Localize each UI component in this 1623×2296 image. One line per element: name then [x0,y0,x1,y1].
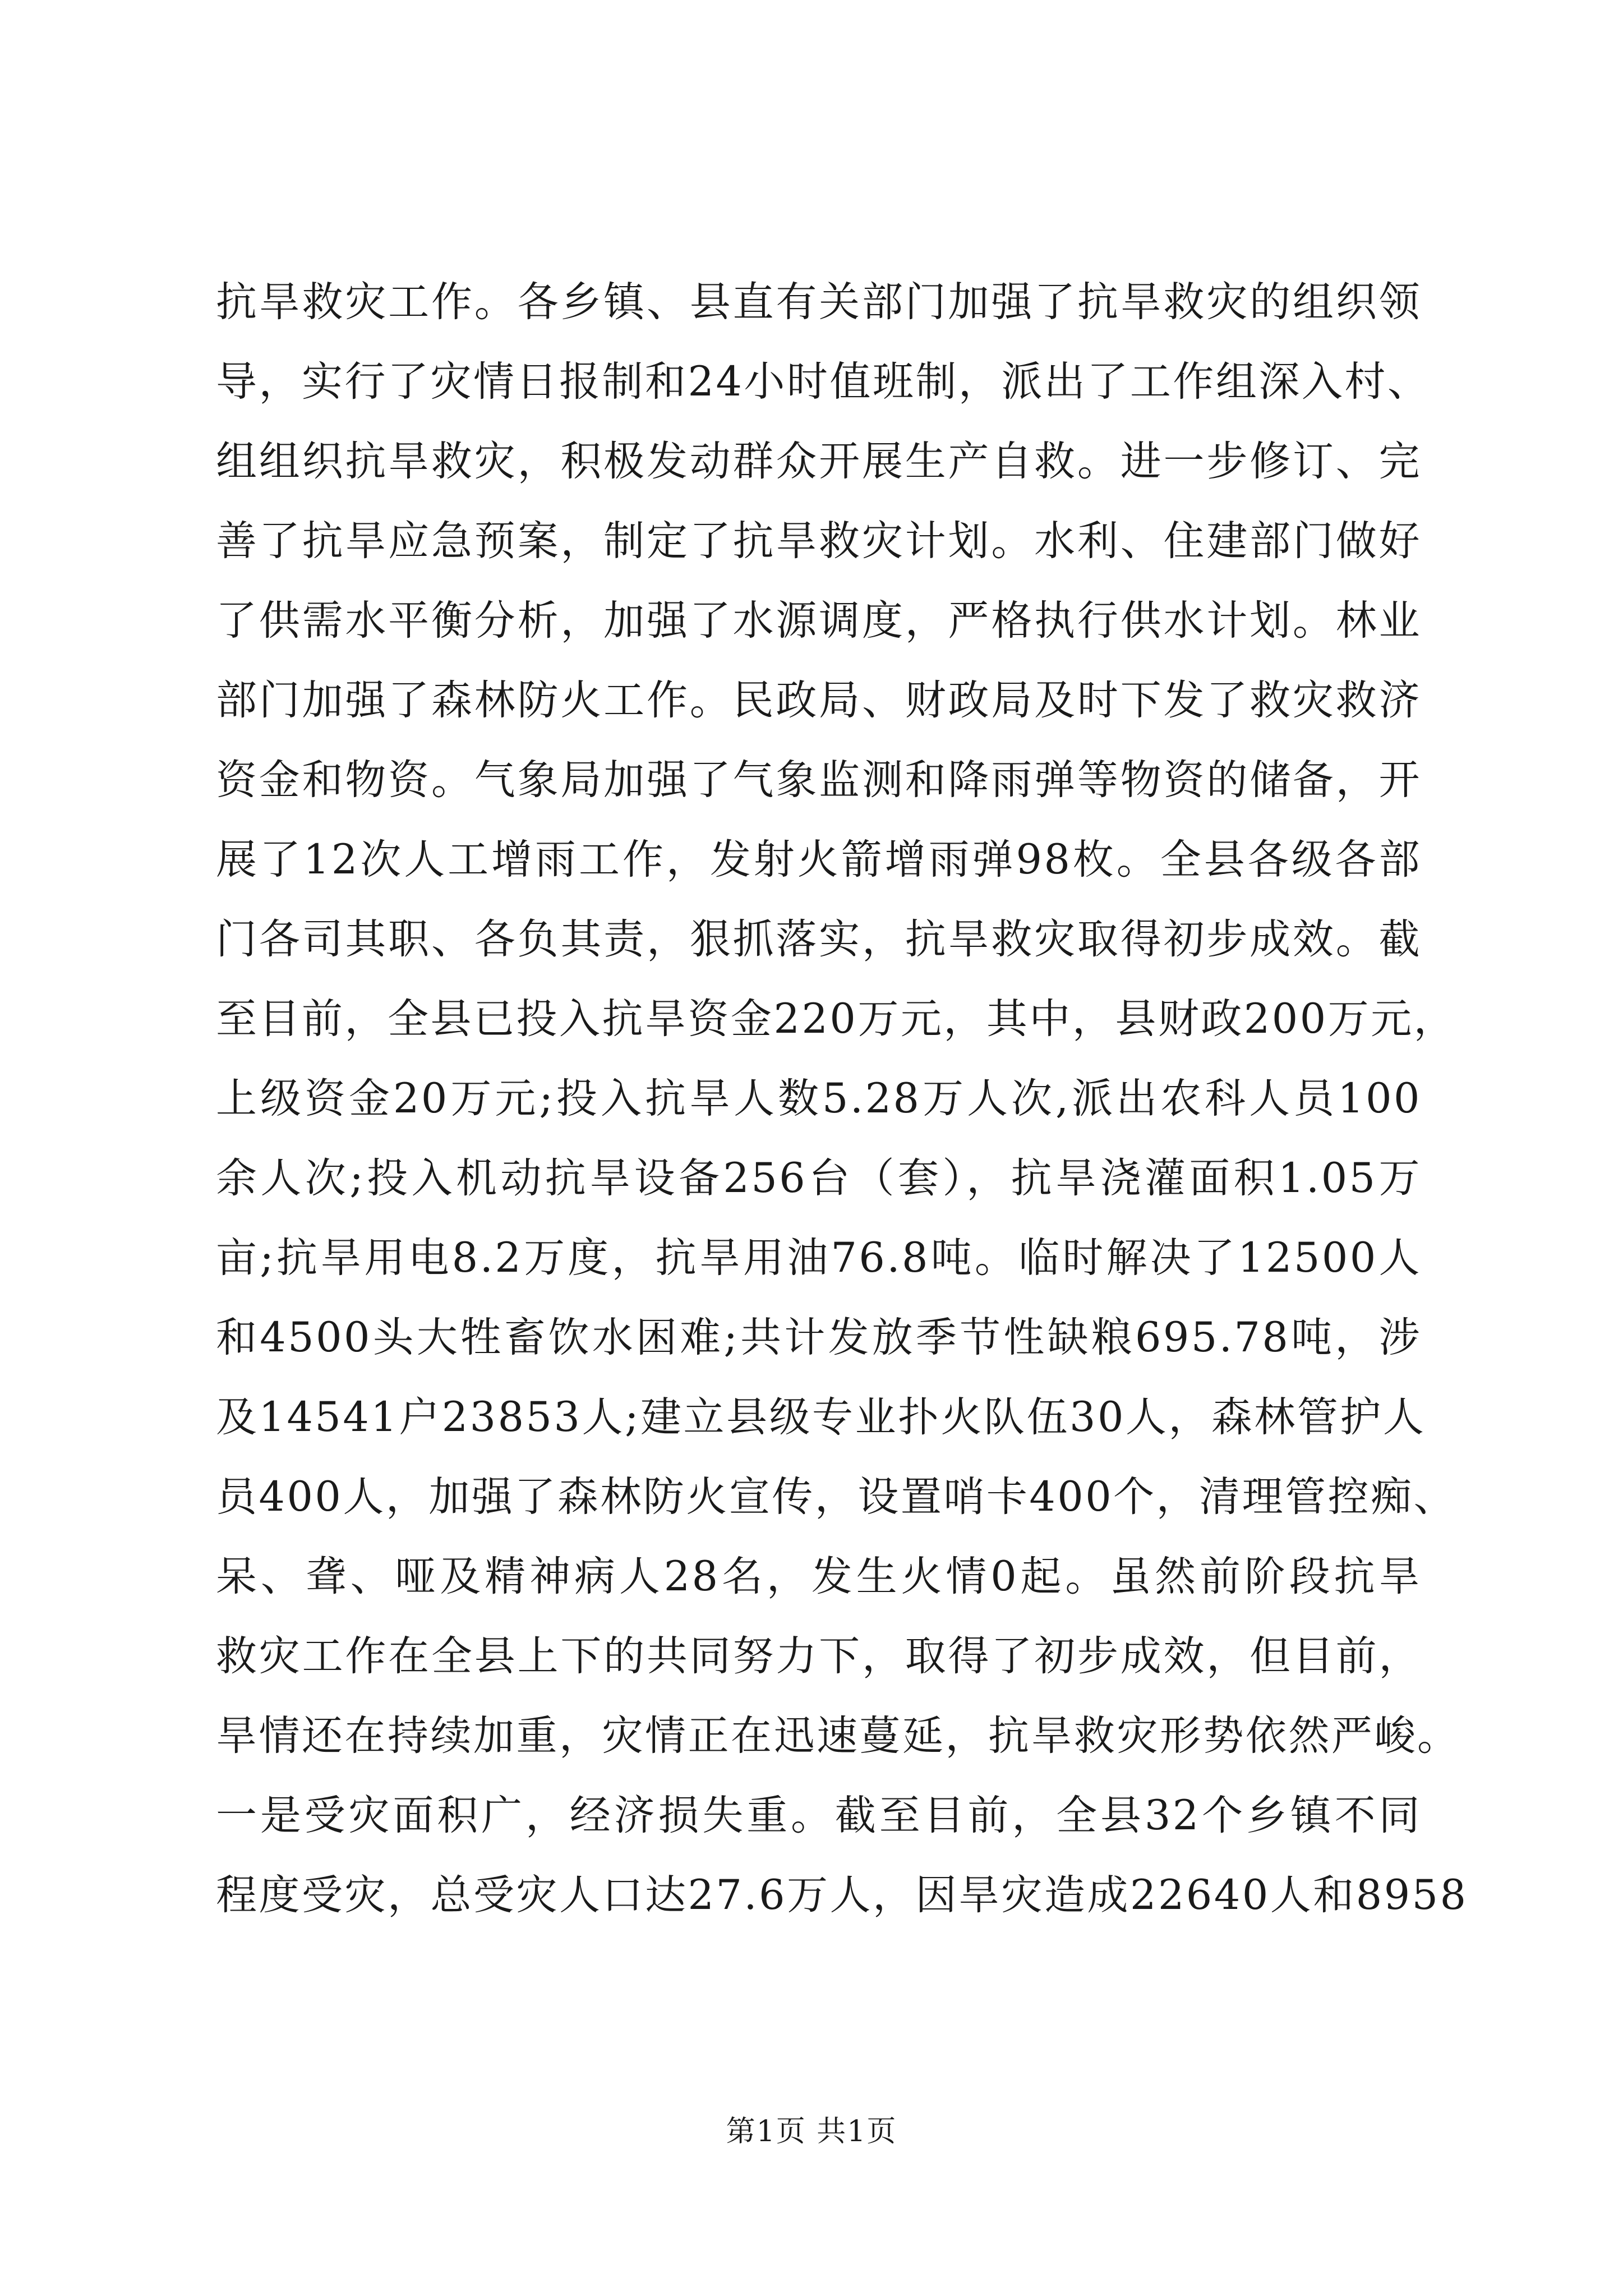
text-line: 资金和物资。气象局加强了气象监测和降雨弹等物资的储备，开 [216,756,1422,804]
text-line: 呆、聋、哑及精神病人28名，发生火情0起。虽然前阶段抗旱 [216,1553,1422,1600]
text-line: 门各司其职、各负其责，狠抓落实，抗旱救灾取得初步成效。截 [216,915,1422,963]
text-line: 导，实行了灾情日报制和24小时值班制，派出了工作组深入村、 [216,358,1431,406]
text-line: 旱情还在持续加重，灾情正在迅速蔓延，抗旱救灾形势依然严峻。 [216,1712,1460,1760]
page-number-label: 第1页 共1页 [726,2115,897,2148]
text-line: 至目前，全县已投入抗旱资金220万元，其中，县财政200万元， [216,995,1457,1043]
text-line: 程度受灾，总受灾人口达27.6万人，因旱灾造成22640人和8958 [216,1871,1468,1919]
text-line: 部门加强了森林防火工作。民政局、财政局及时下发了救灾救济 [216,677,1422,724]
text-line: 上级资金20万元;投入抗旱人数5.28万人次,派出农科人员100 [216,1075,1422,1122]
page-footer [0,2109,1623,2154]
text-line: 救灾工作在全县上下的共同努力下，取得了初步成效，但目前， [216,1632,1422,1680]
text-line: 和4500头大牲畜饮水困难;共计发放季节性缺粮695.78吨，涉 [216,1314,1422,1361]
text-line: 抗旱救灾工作。各乡镇、县直有关部门加强了抗旱救灾的组织领 [216,278,1422,326]
text-line: 一是受灾面积广，经济损失重。截至目前，全县32个乡镇不同 [216,1792,1422,1839]
text-line: 及14541户23853人;建立县级专业扑火队伍30人，森林管护人 [216,1393,1426,1441]
body-paragraph [216,263,1468,1935]
text-line: 善了抗旱应急预案，制定了抗旱救灾计划。水利、住建部门做好 [216,517,1422,565]
text-line: 组组织抗旱救灾，积极发动群众开展生产自救。进一步修订、完 [216,438,1422,485]
text-line: 员400人，加强了森林防火宣传，设置哨卡400个，清理管控痴、 [216,1473,1457,1521]
text-line: 了供需水平衡分析，加强了水源调度，严格执行供水计划。林业 [216,597,1422,645]
text-line: 展了12次人工增雨工作，发射火箭增雨弹98枚。全县各级各部 [216,836,1422,884]
text-line: 余人次;投入机动抗旱设备256台（套），抗旱浇灌面积1.05万 [216,1154,1422,1202]
text-line: 亩;抗旱用电8.2万度，抗旱用油76.8吨。临时解决了12500人 [216,1234,1422,1282]
